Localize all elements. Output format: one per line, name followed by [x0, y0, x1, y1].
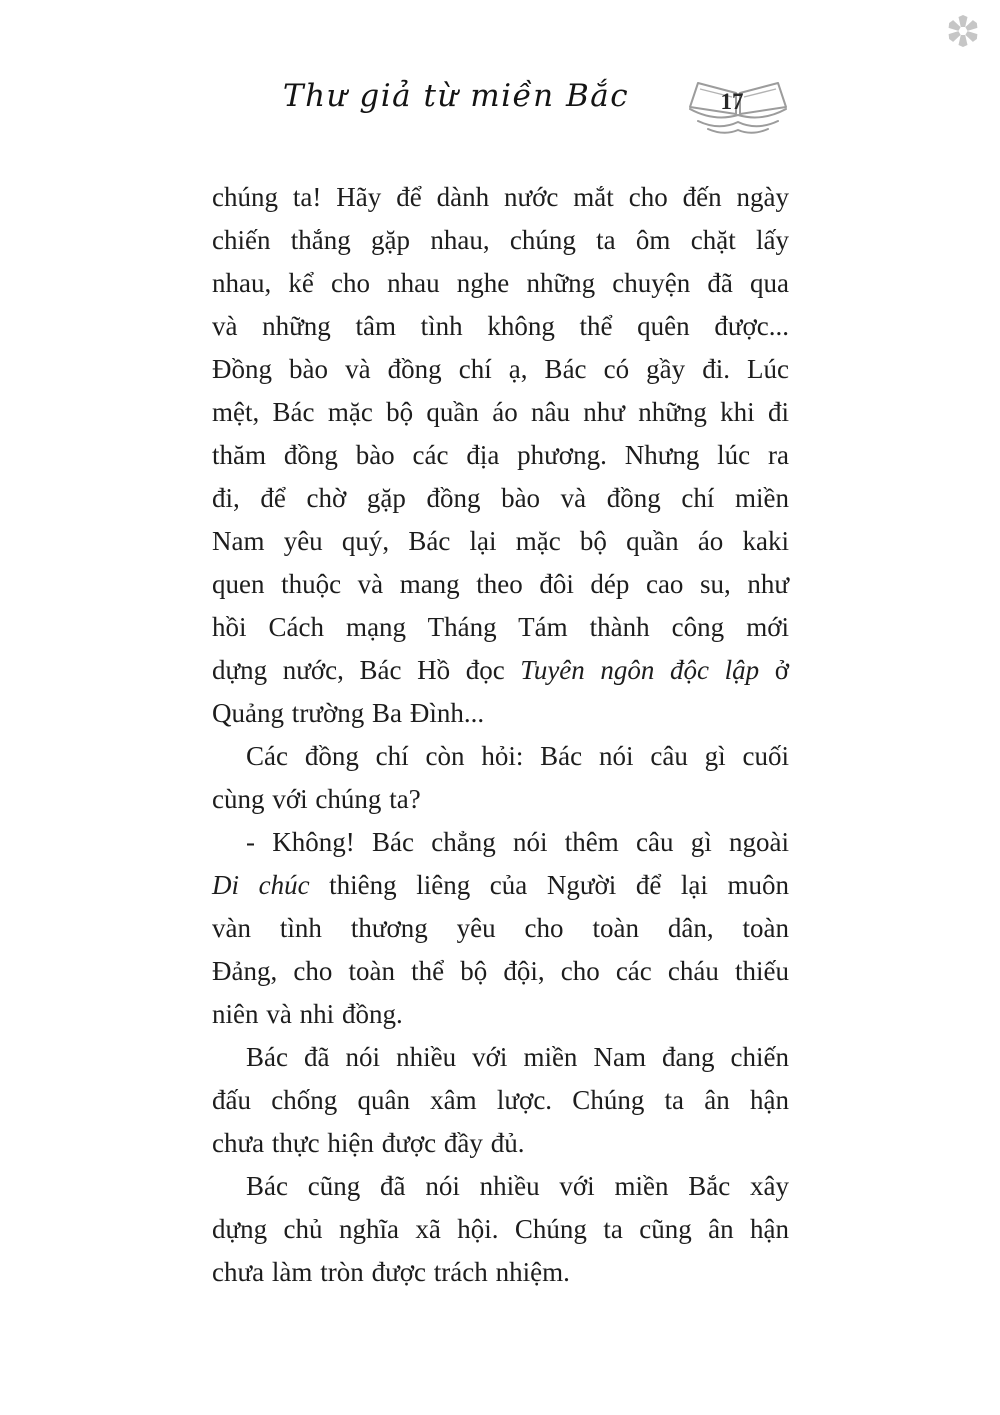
- text-segment: - Không! Bác chẳng nói thêm câu gì ngoài: [246, 827, 789, 857]
- text-segment: mệt, Bác mặc bộ quần áo nâu như những khi đi: [212, 397, 789, 427]
- text-line: [212, 563, 789, 606]
- text-segment: nhau, kể cho nhau nghe những chuyện đã qua: [212, 268, 789, 298]
- paragraph: [212, 176, 789, 735]
- text-line: [212, 1036, 789, 1079]
- text-segment: dựng chủ nghĩa xã hội. Chúng ta cũng ân hận: [212, 1214, 789, 1244]
- text-segment: vàn tình thương yêu cho toàn dân, toàn: [212, 913, 789, 943]
- text-line: [212, 1251, 789, 1294]
- text-line: [212, 606, 789, 649]
- italic-text-segment: Tuyên ngôn độc lập: [520, 655, 760, 685]
- text-segment: chúng ta! Hãy để dành nước mắt cho đến ngày: [212, 182, 789, 212]
- text-line: [212, 1208, 789, 1251]
- text-segment: cùng với chúng ta?: [212, 784, 421, 814]
- text-line: [212, 778, 789, 821]
- text-line: [212, 907, 789, 950]
- text-line: [212, 477, 789, 520]
- text-segment: và những tâm tình không thể quên được...: [212, 311, 789, 341]
- text-segment: thiêng liêng của Người để lại muôn: [309, 870, 789, 900]
- text-segment: chiến thắng gặp nhau, chúng ta ôm chặt lấy: [212, 225, 789, 255]
- text-segment: đi, để chờ gặp đồng bào và đồng chí miền: [212, 483, 789, 513]
- italic-text-segment: Di chúc: [212, 870, 310, 900]
- text-segment: chưa làm tròn được trách nhiệm.: [212, 1257, 570, 1287]
- text-line: [212, 993, 789, 1036]
- text-line: [212, 864, 789, 907]
- text-segment: Đồng bào và đồng chí ạ, Bác có gầy đi. Lúc: [212, 354, 789, 384]
- text-line: [212, 348, 789, 391]
- text-line: [212, 735, 789, 778]
- text-line: [212, 305, 789, 348]
- text-line: [212, 176, 789, 219]
- text-line: [212, 692, 789, 735]
- page-body: [212, 176, 789, 1294]
- paragraph: [212, 1036, 789, 1165]
- text-line: [212, 262, 789, 305]
- text-segment: Quảng trường Ba Đình...: [212, 698, 485, 728]
- text-segment: dựng nước, Bác Hồ đọc: [212, 655, 521, 685]
- text-segment: đấu chống quân xâm lược. Chúng ta ân hận: [212, 1085, 789, 1115]
- text-segment: Bác đã nói nhiều với miền Nam đang chiến: [246, 1042, 789, 1072]
- text-segment: quen thuộc và mang theo đôi dép cao su, như: [212, 569, 789, 599]
- page-number: 17: [720, 89, 744, 114]
- text-line: [212, 391, 789, 434]
- text-line: [212, 520, 789, 563]
- page-title: Thư giả từ miền Bắc: [282, 78, 630, 114]
- text-segment: hồi Cách mạng Tháng Tám thành công mới: [212, 612, 789, 642]
- text-line: [212, 1165, 789, 1208]
- text-line: [212, 821, 789, 864]
- text-segment: chưa thực hiện được đầy đủ.: [212, 1128, 525, 1158]
- paragraph: [212, 821, 789, 1036]
- text-line: [212, 649, 789, 692]
- text-line: [212, 434, 789, 477]
- text-segment: Đảng, cho toàn thể bộ đội, cho các cháu thiếu: [212, 956, 789, 986]
- open-book-icon: [686, 80, 790, 140]
- text-segment: ở: [759, 655, 789, 685]
- text-segment: Nam yêu quý, Bác lại mặc bộ quần áo kaki: [212, 526, 789, 556]
- text-segment: thăm đồng bào các địa phương. Nhưng lúc ra: [212, 440, 789, 470]
- paragraph: [212, 735, 789, 821]
- text-line: [212, 219, 789, 262]
- text-line: [212, 1122, 789, 1165]
- text-line: [212, 950, 789, 993]
- text-segment: Bác cũng đã nói nhiều với miền Bắc xây: [246, 1171, 789, 1201]
- text-segment: Các đồng chí còn hỏi: Bác nói câu gì cuối: [246, 741, 789, 771]
- flower-asterisk-icon: [946, 14, 980, 48]
- text-line: [212, 1079, 789, 1122]
- text-segment: niên và nhi đồng.: [212, 999, 403, 1029]
- paragraph: [212, 1165, 789, 1294]
